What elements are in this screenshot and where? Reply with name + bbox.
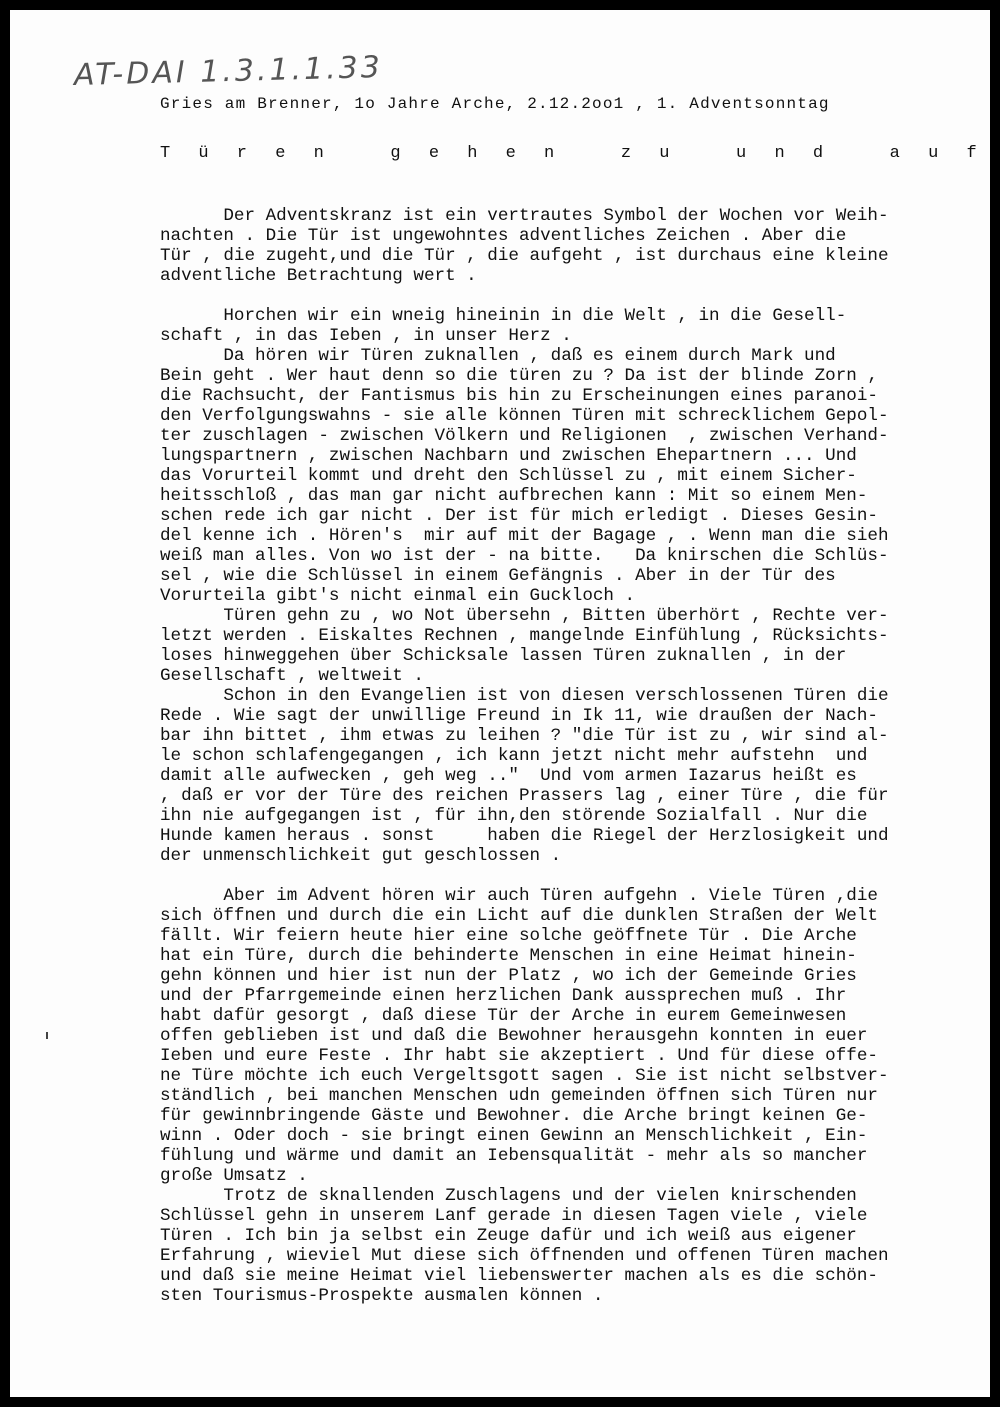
- archive-signature-mark: AT-DAI 1.3.1.1.33: [73, 49, 384, 94]
- scan-speck: [46, 1032, 48, 1039]
- paragraph-4: Trotz de sknallenden Zuschlagens und der vielen knirschenden Schlüssel gehn in unserem Lanf gerade in diesen Tagen viele , viele Türen . Ich bin ja selbst ein Zeuge dafür und ich weiß aus eigener Erfahrung , wieviel Mut diese sich öffnenden und offenen Türen machen und daß sie meine Heimat viel liebenswerter machen als es die schön- sten Tourismus-Prospekte ausmalen können .: [160, 1186, 889, 1306]
- paragraph-2: Horchen wir ein wneig hineinin in die Welt , in die Gesell- schaft , in das Ieben , in unser Herz . Da hören wir Türen zuknallen , daß es einem durch Mark und Bein geht . Wer haut denn so die türen zu ? Da ist der blinde Zorn , die Rachsucht, der Fantismus bis hin zu Erscheinungen eines paranoi- den Verfolgungswahns - sie alle können Türen mit schrecklichem Gepol- ter zuschlagen - zwischen Völkern und Religionen , zwischen Verhand- lungspartnern , zwischen Nachbarn und zwischen Ehepartnern ... Und das Vorurteil kommt und dreht den Schlüssel zu , mit einem Sicher- heitsschloß , das man gar nicht aufbrechen kann : Mit so einem Men- schen rede ich gar nicht . Der ist für mich erledigt . Dieses Gesin- del kenne ich . Hören's mir auf mit der Bagage , . Wenn man die sieh weiß man alles. Von wo ist der - na bitte. Da knirschen die Schlüs- sel , wie die Schlüssel in einem Gefängnis . Aber in der Tür des Vorurteila gibt's nicht einmal ein Guckloch . Türen gehn zu , wo Not übersehn , Bitten überhört , Rechte ver- letzt werden . Eiskaltes Rechnen , mangelnde Einfühlung , Rücksichts- loses hinweggehen über Schicksale lassen Türen zuknallen , in der Gesellschaft , weltweit . Schon in den Evangelien ist von diesen verschlossenen Türen die Rede . Wie sagt der unwillige Freund in Ik 11, wie draußen der Nach- bar ihn bittet , ihm etwas zu leihen ? "die Tür ist zu , wir sind al- le schon schlafengegangen , ich kann jetzt nicht mehr aufstehn und damit alle aufwecken , geh weg .." Und vom armen Iazarus heißt es , daß er vor der Türe des reichen Prassers lag , einer Türe , die für ihn nie aufgegangen ist , für ihn,den störende Sozialfall . Nur die Hunde kamen heraus . sonst haben die Riegel der Herzlosigkeit und der unmenschlichkeit gut geschlossen .: [160, 306, 889, 866]
- paragraph-1: Der Adventskranz ist ein vertrautes Symbol der Wochen vor Weih- nachten . Die Tür ist ungewohntes adventliches Zeichen . Aber die Tür , die zugeht,und die Tür , die aufgeht , ist durchaus eine kleine adventliche Betrachtung wert .: [160, 206, 889, 286]
- document-page: [10, 10, 990, 1397]
- paragraph-3: Aber im Advent hören wir auch Türen aufgehn . Viele Türen ,die sich öffnen und durch die ein Licht auf die dunklen Straßen der Welt fällt. Wir feiern heute hier eine solche geöffnete Tür . Die Arche hat ein Türe, durch die behinderte Menschen in eine Heimat hinein- gehn können und hier ist nun der Platz , wo ich der Gemeinde Gries und der Pfarrgemeinde einen herzlichen Dank aussprechen muß . Ihr habt dafür gesorgt , daß diese Tür der Arche in eurem Gemeinwesen offen geblieben ist und daß die Bewohner herausgehn konnten in euer Ieben und eure Feste . Ihr habt sie akzeptiert . Und für diese offe- ne Türe möchte ich euch Vergeltsgott sagen . Sie ist nicht selbstver- ständlich , bei manchen Menschen udn gemeinden öffnen sich Türen nur für gewinnbringende Gäste und Bewohner. die Arche bringt keinen Ge- winn . Oder doch - sie bringt einen Gewinn an Menschlichkeit , Ein- fühlung und wärme und damit an Iebensqualität - mehr als so mancher große Umsatz .: [160, 886, 889, 1186]
- document-title: T ü r e n g e h e n z u u n d a u f: [160, 144, 986, 163]
- document-heading: Gries am Brenner, 1o Jahre Arche, 2.12.2oo1 , 1. Adventsonntag: [160, 95, 830, 113]
